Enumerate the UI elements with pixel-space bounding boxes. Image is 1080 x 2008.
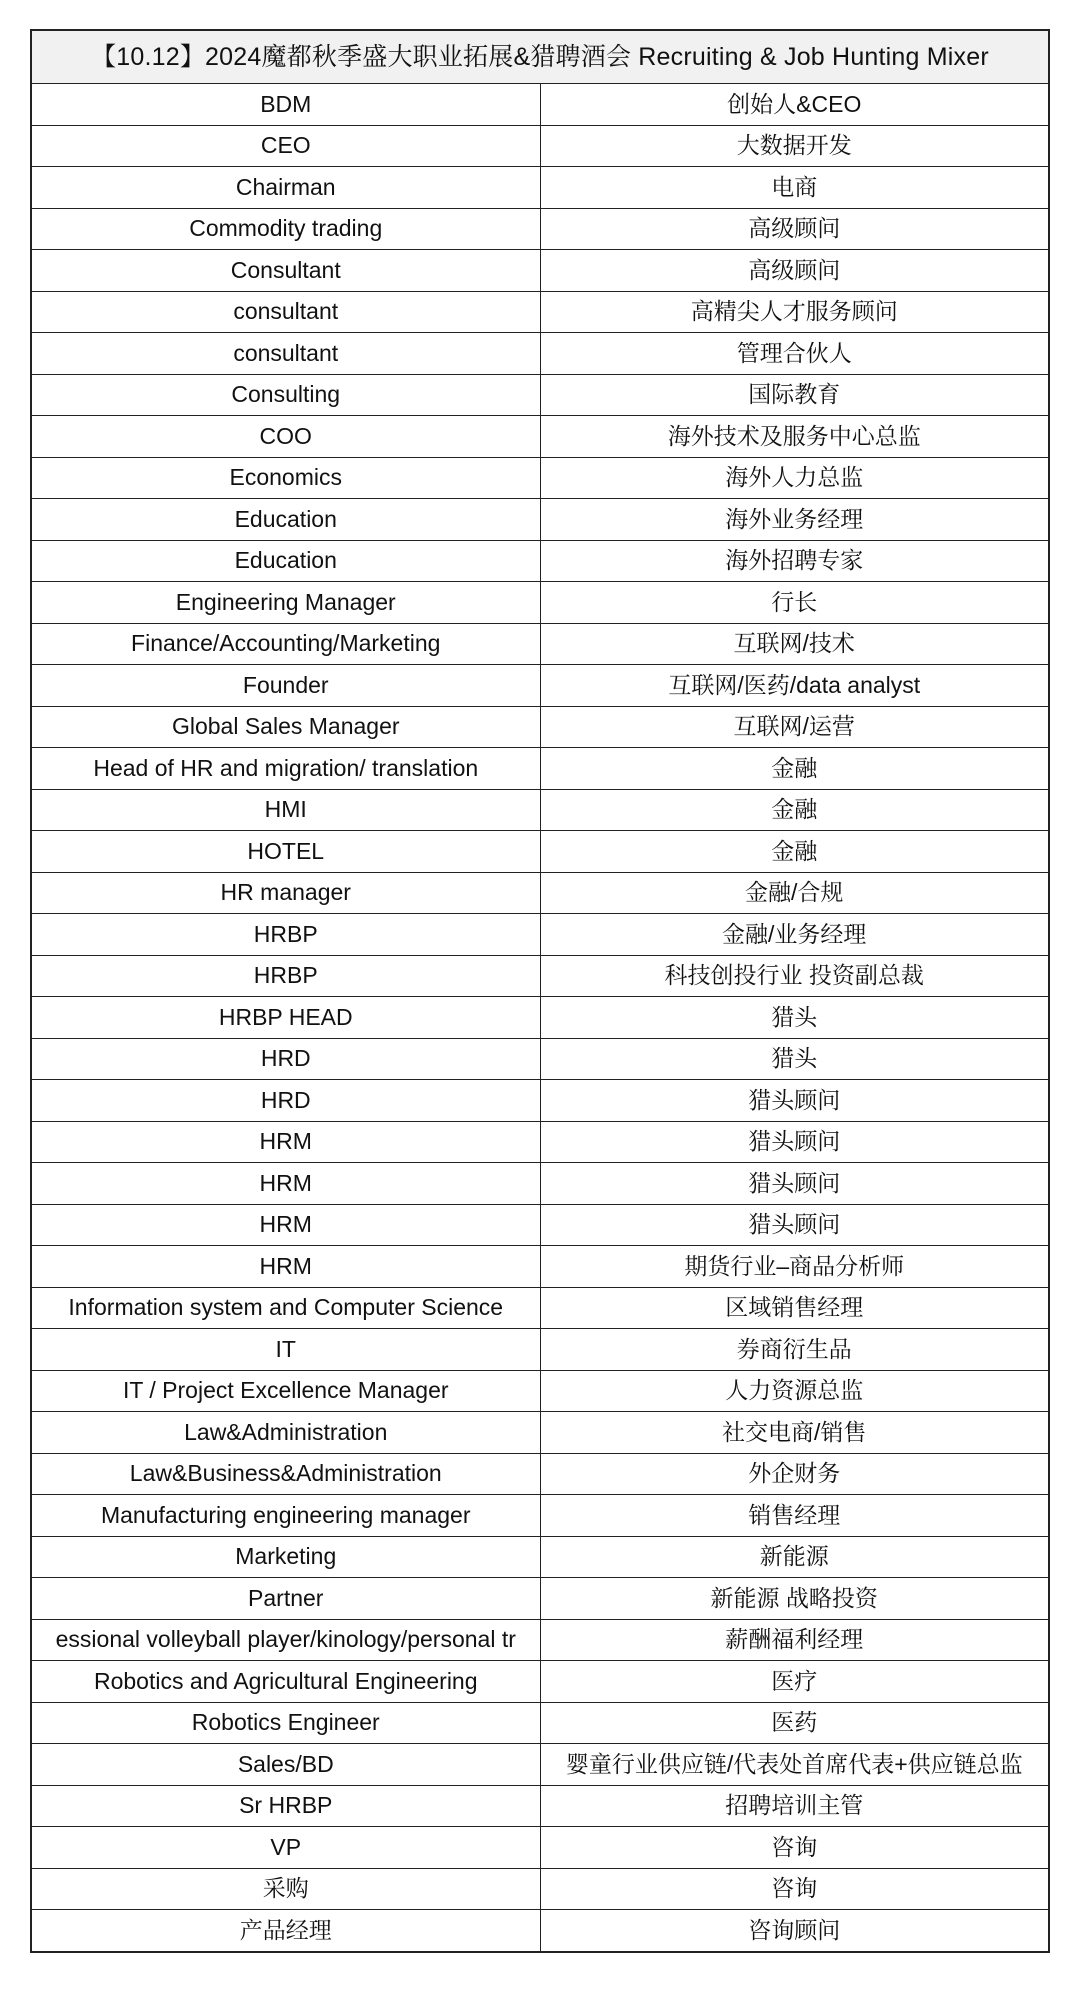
cell-position: 猎头顾问 (540, 1080, 1049, 1122)
cell-position: 大数据开发 (540, 125, 1049, 167)
cell-role: Global Sales Manager (31, 706, 540, 748)
table-row (31, 1536, 1049, 1578)
cell-role: HRBP (31, 914, 540, 956)
table-row (31, 1038, 1049, 1080)
cell-position: 互联网/运营 (540, 706, 1049, 748)
cell-position: 猎头顾问 (540, 1121, 1049, 1163)
table-row (31, 1661, 1049, 1703)
cell-role: 产品经理 (31, 1910, 540, 1952)
cell-role: Robotics Engineer (31, 1702, 540, 1744)
table-row (31, 167, 1049, 209)
table-row (31, 1495, 1049, 1537)
cell-position: 互联网/技术 (540, 623, 1049, 665)
cell-role: Chairman (31, 167, 540, 209)
cell-role: Manufacturing engineering manager (31, 1495, 540, 1537)
cell-role: Sr HRBP (31, 1785, 540, 1827)
cell-position: 招聘培训主管 (540, 1785, 1049, 1827)
table-row (31, 1702, 1049, 1744)
table-row (31, 1080, 1049, 1122)
cell-role: COO (31, 416, 540, 458)
cell-position: 海外人力总监 (540, 457, 1049, 499)
cell-role: IT (31, 1329, 540, 1371)
cell-position: 人力资源总监 (540, 1370, 1049, 1412)
cell-role: Finance/Accounting/Marketing (31, 623, 540, 665)
cell-position: 医药 (540, 1702, 1049, 1744)
table-row (31, 1329, 1049, 1371)
cell-position: 海外业务经理 (540, 499, 1049, 541)
cell-position: 互联网/医药/data analyst (540, 665, 1049, 707)
cell-position: 行长 (540, 582, 1049, 624)
table-row (31, 416, 1049, 458)
cell-role: 采购 (31, 1868, 540, 1910)
table-row (31, 997, 1049, 1039)
cell-position: 咨询顾问 (540, 1910, 1049, 1952)
cell-role: Partner (31, 1578, 540, 1620)
cell-role: Law&Administration (31, 1412, 540, 1454)
cell-role: HRBP (31, 955, 540, 997)
cell-role: Consulting (31, 374, 540, 416)
cell-role: HMI (31, 789, 540, 831)
cell-position: 科技创投行业 投资副总裁 (540, 955, 1049, 997)
cell-role: Engineering Manager (31, 582, 540, 624)
table-row (31, 1827, 1049, 1869)
table-row (31, 955, 1049, 997)
table-row (31, 914, 1049, 956)
cell-position: 新能源 战略投资 (540, 1578, 1049, 1620)
table-row (31, 250, 1049, 292)
table-row (31, 499, 1049, 541)
table-row (31, 333, 1049, 375)
cell-position: 国际教育 (540, 374, 1049, 416)
cell-position: 新能源 (540, 1536, 1049, 1578)
table-row (31, 540, 1049, 582)
table-row (31, 291, 1049, 333)
table-row (31, 706, 1049, 748)
cell-position: 金融 (540, 789, 1049, 831)
cell-role: consultant (31, 333, 540, 375)
table-title: 【10.12】2024魔都秋季盛大职业拓展&猎聘酒会 Recruiting & Job Hunting Mixer (31, 30, 1049, 84)
cell-position: 创始人&CEO (540, 84, 1049, 126)
cell-role: Robotics and Agricultural Engineering (31, 1661, 540, 1703)
cell-position: 高级顾问 (540, 208, 1049, 250)
cell-role: Law&Business&Administration (31, 1453, 540, 1495)
cell-role: HRD (31, 1038, 540, 1080)
table-row (31, 1453, 1049, 1495)
cell-role: HOTEL (31, 831, 540, 873)
table-row (31, 1121, 1049, 1163)
cell-role: Education (31, 499, 540, 541)
cell-role: Consultant (31, 250, 540, 292)
cell-role: Economics (31, 457, 540, 499)
table-row (31, 374, 1049, 416)
cell-role: HRM (31, 1163, 540, 1205)
table-row (31, 1246, 1049, 1288)
table-row (31, 208, 1049, 250)
cell-position: 期货行业–商品分析师 (540, 1246, 1049, 1288)
cell-position: 猎头 (540, 997, 1049, 1039)
cell-position: 海外招聘专家 (540, 540, 1049, 582)
cell-role: Information system and Computer Science (31, 1287, 540, 1329)
cell-position: 海外技术及服务中心总监 (540, 416, 1049, 458)
table-row (31, 125, 1049, 167)
table-row (31, 623, 1049, 665)
cell-position: 管理合伙人 (540, 333, 1049, 375)
cell-role: HRD (31, 1080, 540, 1122)
cell-position: 销售经理 (540, 1495, 1049, 1537)
cell-position: 婴童行业供应链/代表处首席代表+供应链总监 (540, 1744, 1049, 1786)
cell-position: 猎头顾问 (540, 1204, 1049, 1246)
table-row (31, 1868, 1049, 1910)
cell-role: Education (31, 540, 540, 582)
cell-role: Head of HR and migration/ translation (31, 748, 540, 790)
cell-role: HR manager (31, 872, 540, 914)
cell-role: VP (31, 1827, 540, 1869)
cell-position: 金融 (540, 831, 1049, 873)
cell-position: 区域销售经理 (540, 1287, 1049, 1329)
cell-position: 金融 (540, 748, 1049, 790)
table-row (31, 1370, 1049, 1412)
cell-position: 金融/业务经理 (540, 914, 1049, 956)
cell-role: essional volleyball player/kinology/personal tr (31, 1619, 540, 1661)
title-row (31, 30, 1049, 84)
cell-position: 电商 (540, 167, 1049, 209)
cell-role: Commodity trading (31, 208, 540, 250)
cell-role: consultant (31, 291, 540, 333)
table-row (31, 872, 1049, 914)
table-row (31, 582, 1049, 624)
cell-position: 猎头 (540, 1038, 1049, 1080)
table-row (31, 1578, 1049, 1620)
table-row (31, 1204, 1049, 1246)
table-row (31, 1910, 1049, 1952)
cell-role: BDM (31, 84, 540, 126)
cell-role: Sales/BD (31, 1744, 540, 1786)
cell-position: 医疗 (540, 1661, 1049, 1703)
cell-role: IT / Project Excellence Manager (31, 1370, 540, 1412)
attendee-table (30, 29, 1050, 1953)
table-row (31, 831, 1049, 873)
table-row (31, 1619, 1049, 1661)
cell-role: HRBP HEAD (31, 997, 540, 1039)
table-row (31, 665, 1049, 707)
table-row (31, 457, 1049, 499)
cell-position: 高级顾问 (540, 250, 1049, 292)
cell-position: 咨询 (540, 1827, 1049, 1869)
table-row (31, 1412, 1049, 1454)
cell-position: 高精尖人才服务顾问 (540, 291, 1049, 333)
cell-role: HRM (31, 1204, 540, 1246)
cell-position: 券商衍生品 (540, 1329, 1049, 1371)
cell-role: Founder (31, 665, 540, 707)
table-row (31, 1785, 1049, 1827)
table-row (31, 1287, 1049, 1329)
cell-position: 社交电商/销售 (540, 1412, 1049, 1454)
table-row (31, 748, 1049, 790)
table-row (31, 1163, 1049, 1205)
cell-position: 外企财务 (540, 1453, 1049, 1495)
cell-position: 薪酬福利经理 (540, 1619, 1049, 1661)
table-row (31, 789, 1049, 831)
cell-position: 猎头顾问 (540, 1163, 1049, 1205)
cell-role: Marketing (31, 1536, 540, 1578)
cell-role: HRM (31, 1121, 540, 1163)
cell-position: 金融/合规 (540, 872, 1049, 914)
cell-role: CEO (31, 125, 540, 167)
cell-role: HRM (31, 1246, 540, 1288)
table-row (31, 84, 1049, 126)
table-row (31, 1744, 1049, 1786)
cell-position: 咨询 (540, 1868, 1049, 1910)
